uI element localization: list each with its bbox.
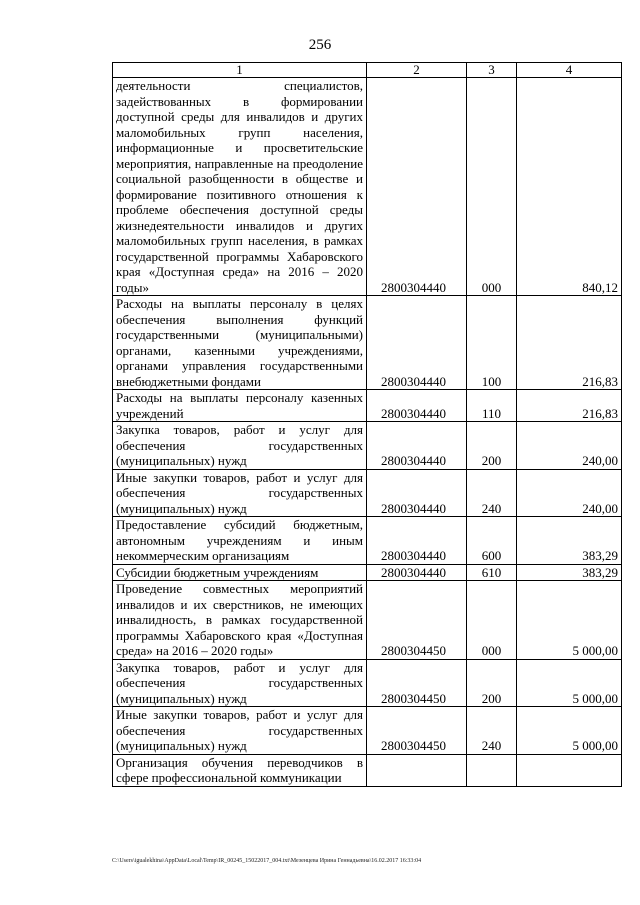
expense-type-cell: 240: [467, 469, 517, 517]
amount-cell: 383,29: [517, 564, 622, 581]
table-row: [113, 659, 622, 707]
target-code-cell: 2800304450: [367, 659, 467, 707]
expense-type-cell: 110: [467, 390, 517, 422]
column-header-2: 2: [367, 63, 467, 78]
target-code-cell: 2800304440: [367, 78, 467, 296]
amount-cell: 240,00: [517, 422, 622, 470]
expense-type-cell: 200: [467, 659, 517, 707]
expense-type-cell: 000: [467, 78, 517, 296]
description-cell: Иные закупки товаров, работ и услуг для обеспечения государственных (муниципальных) нужд: [113, 469, 367, 517]
target-code-cell: 2800304450: [367, 581, 467, 660]
description-cell: деятельности специалистов, задействованных в формировании доступной среды для инвалидов и других маломобильных групп населения, информационные и просветительские мероприятия, направленные на преодоление социальной разобщенности в обществе и формирование позитивного отношения к проблеме обеспечения доступной среды жизнедеятельности инвалидов и других маломобильных групп населения, в рамках государственной программы Хабаровского края «Доступная среда» на 2016 – 2020 годы»: [113, 78, 367, 296]
column-header-3: 3: [467, 63, 517, 78]
table-row: [113, 581, 622, 660]
table-row: [113, 390, 622, 422]
description-cell: Организация обучения переводчиков в сфере профессиональной коммуникации: [113, 754, 367, 786]
expense-type-cell: 100: [467, 296, 517, 390]
expense-type-cell: 000: [467, 581, 517, 660]
table-row: [113, 517, 622, 565]
description-cell: Проведение совместных мероприятий инвалидов и их сверстников, не имеющих инвалидность, в рамках государственной программы Хабаровского края «Доступная среда» на 2016 – 2020 годы»: [113, 581, 367, 660]
table-row: [113, 469, 622, 517]
table-row: [113, 754, 622, 786]
amount-cell: 5 000,00: [517, 707, 622, 755]
amount-cell: 240,00: [517, 469, 622, 517]
amount-cell: 840,12: [517, 78, 622, 296]
amount-cell: 5 000,00: [517, 581, 622, 660]
amount-cell: 216,83: [517, 296, 622, 390]
expense-type-cell: 600: [467, 517, 517, 565]
description-cell: Предоставление субсидий бюджетным, автономным учреждениям и иным некоммерческим организациям: [113, 517, 367, 565]
amount-cell: 216,83: [517, 390, 622, 422]
description-cell: Закупка товаров, работ и услуг для обеспечения государственных (муниципальных) нужд: [113, 422, 367, 470]
target-code-cell: 2800304440: [367, 517, 467, 565]
description-cell: Закупка товаров, работ и услуг для обеспечения государственных (муниципальных) нужд: [113, 659, 367, 707]
target-code-cell: 2800304440: [367, 564, 467, 581]
amount-cell: 383,29: [517, 517, 622, 565]
description-cell: Расходы на выплаты персоналу в целях обеспечения выполнения функций государственными (муниципальными) органами, казенными учреждениями, органами управления государственными внебюджетными фондами: [113, 296, 367, 390]
description-cell: Субсидии бюджетным учреждениям: [113, 564, 367, 581]
target-code-cell: [367, 754, 467, 786]
target-code-cell: 2800304440: [367, 296, 467, 390]
target-code-cell: 2800304440: [367, 390, 467, 422]
table-row: [113, 422, 622, 470]
budget-table: [112, 62, 622, 787]
expense-type-cell: 610: [467, 564, 517, 581]
description-cell: Расходы на выплаты персоналу казенных учреждений: [113, 390, 367, 422]
expense-type-cell: 240: [467, 707, 517, 755]
target-code-cell: 2800304450: [367, 707, 467, 755]
amount-cell: 5 000,00: [517, 659, 622, 707]
column-header-1: 1: [113, 63, 367, 78]
amount-cell: [517, 754, 622, 786]
table-row: [113, 564, 622, 581]
description-cell: Иные закупки товаров, работ и услуг для обеспечения государственных (муниципальных) нужд: [113, 707, 367, 755]
expense-type-cell: 200: [467, 422, 517, 470]
file-path-footer: C:\Users\igualekhina\AppData\Local\Temp\IR_00245_15022017_004.txt\Мезенцева Ирина Геннадьевна\16.02.2017 16:33:04: [112, 858, 422, 864]
column-header-4: 4: [517, 63, 622, 78]
table-row: [113, 78, 622, 296]
target-code-cell: 2800304440: [367, 469, 467, 517]
expense-type-cell: [467, 754, 517, 786]
table-row: [113, 707, 622, 755]
page-number: 256: [308, 37, 332, 53]
table-row: [113, 296, 622, 390]
target-code-cell: 2800304440: [367, 422, 467, 470]
table-header-row: [113, 63, 622, 78]
